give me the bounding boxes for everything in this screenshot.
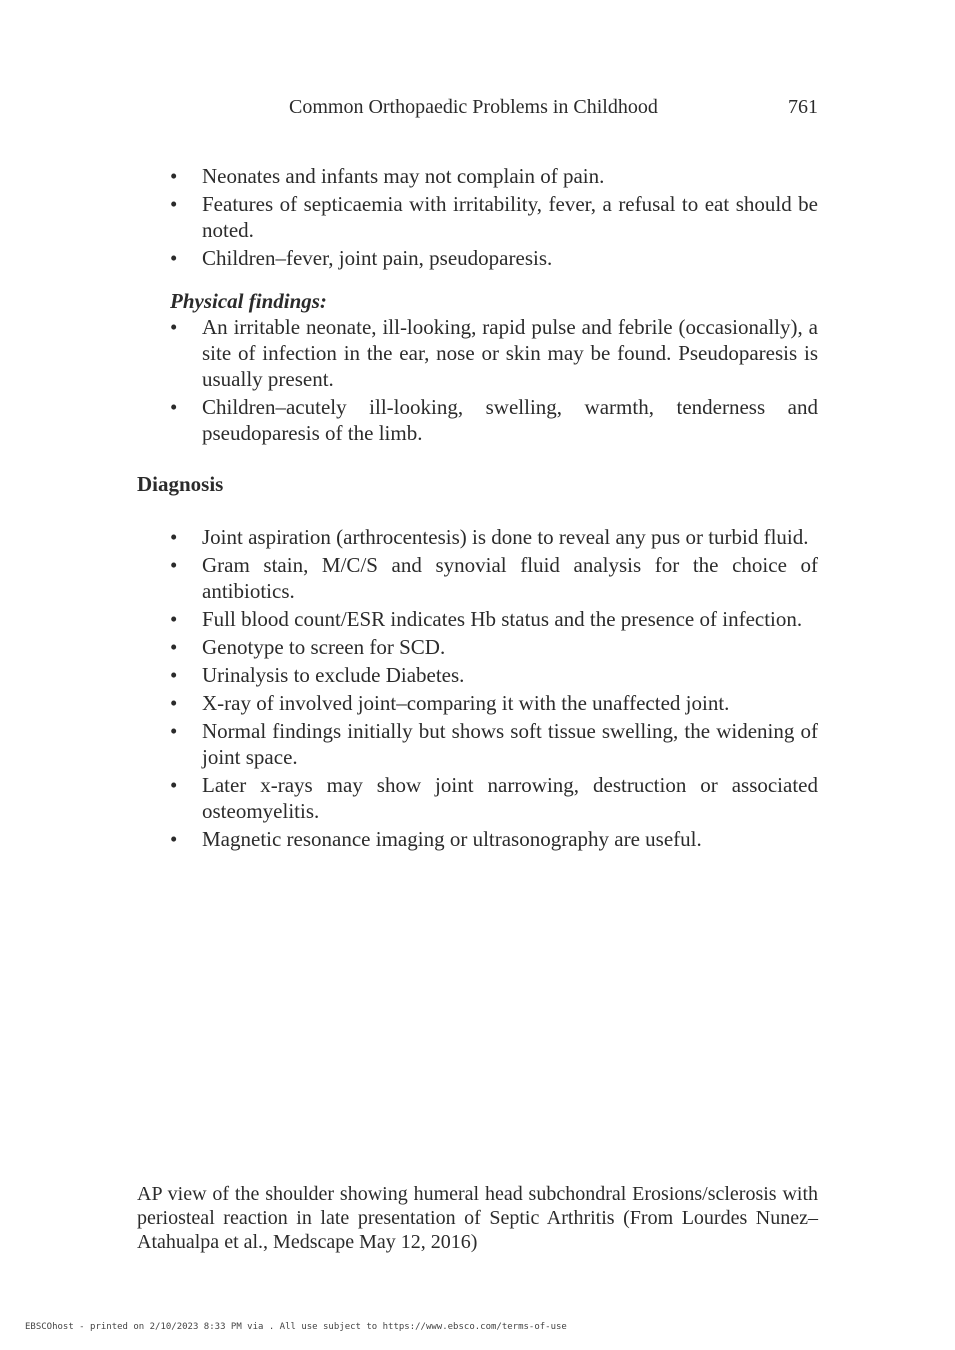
- list-item: • Joint aspiration (arthrocentesis) is done to reveal any pus or turbid fluid.: [137, 524, 818, 550]
- list-item: • Full blood count/ESR indicates Hb status and the presence of infection.: [137, 606, 818, 632]
- page-number: 761: [788, 96, 818, 118]
- page-body: [137, 163, 818, 854]
- list-item: • Features of septicaemia with irritability, fever, a refusal to eat should be noted.: [137, 191, 818, 243]
- list-item: • Neonates and infants may not complain of pain.: [137, 163, 818, 189]
- list-item: • Later x-rays may show joint narrowing, destruction or associated osteomyelitis.: [137, 772, 818, 824]
- list-item: • Gram stain, M/C/S and synovial fluid analysis for the choice of antibiotics.: [137, 552, 818, 604]
- list-item: • Normal findings initially but shows soft tissue swelling, the widening of joint space.: [137, 718, 818, 770]
- list-item: • An irritable neonate, ill-looking, rapid pulse and febrile (occasionally), a site of infection in the ear, nose or skin may be found. Pseudoparesis is usually present.: [137, 314, 818, 392]
- list-item: • Children–acutely ill-looking, swelling, warmth, tenderness and pseudoparesis of the limb.: [137, 394, 818, 446]
- list-item: • Magnetic resonance imaging or ultrasonography are useful.: [137, 826, 818, 852]
- physical-findings-heading: Physical findings:: [170, 289, 327, 313]
- symptoms-list: [137, 163, 818, 271]
- running-header: [0, 96, 955, 122]
- list-item: • Genotype to screen for SCD.: [137, 634, 818, 660]
- print-footer: EBSCOhost - printed on 2/10/2023 8:33 PM via . All use subject to https://www.ebsco.com/terms-of-use: [25, 1322, 567, 1332]
- diagnosis-list: [137, 524, 818, 852]
- list-item: • Children–fever, joint pain, pseudoparesis.: [137, 245, 818, 271]
- diagnosis-heading: Diagnosis: [137, 472, 224, 496]
- figure-caption: AP view of the shoulder showing humeral head subchondral Erosions/sclerosis with periosteal reaction in late presentation of Septic Arthritis (From Lourdes Nunez–Atahualpa et al., Medscape May 12, 2016): [137, 1183, 818, 1253]
- running-title: Common Orthopaedic Problems in Childhood: [289, 96, 658, 118]
- list-item: • X-ray of involved joint–comparing it with the unaffected joint.: [137, 690, 818, 716]
- physical-findings-list: [137, 314, 818, 446]
- list-item: • Urinalysis to exclude Diabetes.: [137, 662, 818, 688]
